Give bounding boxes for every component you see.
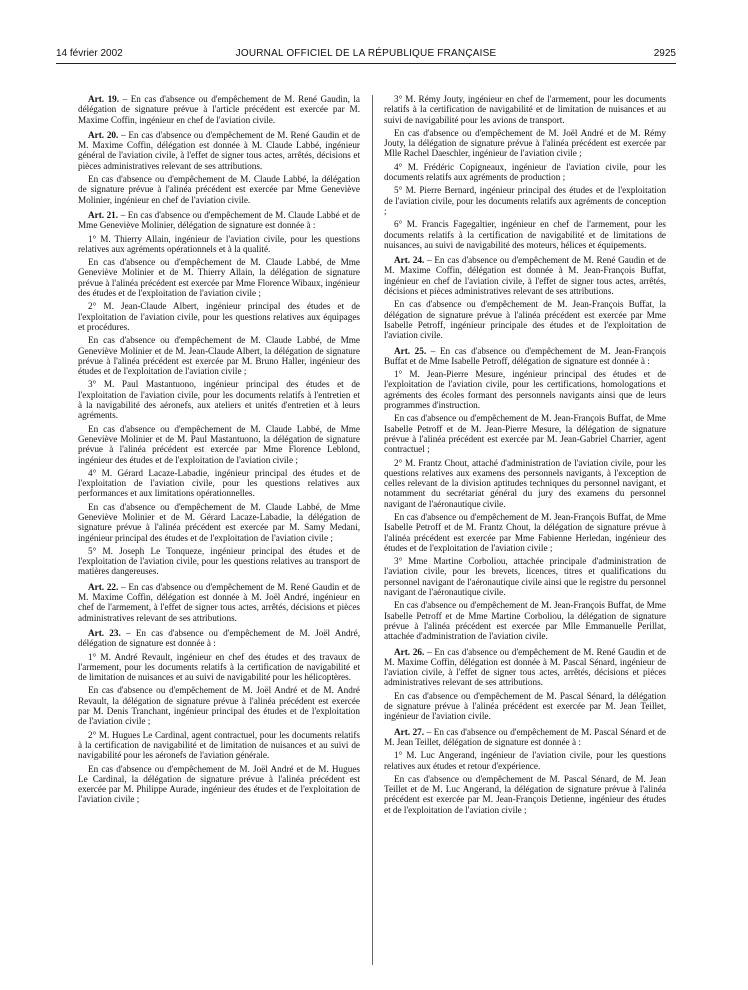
body-paragraph: En cas d'absence ou d'empêchement de M. Pascal Sénard, la délégation de signature prévue à l'alinéa précédent est exercée par M. Jean Teillet, ingénieur de l'aviation civile. bbox=[384, 690, 666, 722]
body-paragraph: 4° M. Gérard Lacaze-Labadie, ingénieur principal des études et de l'exploitation de l'aviation civile, pour les questions relatives aux performances et aux limitations opérationnelles. bbox=[78, 467, 360, 499]
article-text: – En cas d'absence ou d'empêchement de M. Jean-François Buffat et de Mme Isabelle Petroff, délégation de signature est donnée à : bbox=[384, 345, 666, 366]
body-paragraph: 3° Mme Martine Corboliou, attachée principale d'administration de l'aviation civile, pour les brevets, licences, titres et qualifications du personnel navigant de l'aéronautique civile ainsi que le registre du personnel navigant de l'aéronautique civile. bbox=[384, 556, 666, 598]
body-paragraph: 4° M. Frédéric Copigneaux, ingénieur de l'aviation civile, pour les documents relatifs aux agréments de production ; bbox=[384, 161, 666, 183]
body-paragraph: 6° M. Francis Fagegaltier, ingénieur en chef de l'armement, pour les documents relatifs à la certification de navigabilité et de limitations de nuisances, au suivi de navigabilité des moteurs, hélices et équipements. bbox=[384, 219, 666, 250]
article-label: Art. 22. bbox=[88, 581, 119, 592]
article-label: Art. 20. bbox=[88, 129, 119, 140]
article-text: – En cas d'absence ou d'empêchement de M. Claude Labbé et de Mme Geneviève Molinier, délégation de signature est donnée à : bbox=[78, 209, 360, 231]
body-paragraph: En cas d'absence ou d'empêchement de M. Joël André et de M. André Revault, la délégation de signature prévue à l'alinéa précédent est exercée par M. Denis Tranchant, ingénieur principal des études et de l'exploitation de l'aviation civile ; bbox=[78, 685, 360, 727]
article-text: – En cas d'absence ou d'empêchement de M. René Gaudin et de M. Maxime Coffin, délégation est donnée à M. Pascal Sénard, ingénieur de l'aviation civile, à l'effet de signer tous actes, arrêtés, décisions et pièces administratives relevant de ses attributions. bbox=[384, 646, 666, 688]
article-paragraph bbox=[384, 346, 666, 367]
article-text: – En cas d'absence ou d'empêchement de M. René Gaudin, la délégation de signature prévue à l'article précédent est exercée par M. Maxime Coffin, ingénieur en chef de l'aviation civile. bbox=[78, 94, 360, 125]
right-column bbox=[384, 94, 666, 974]
body-paragraph: 3° M. Paul Mastantuono, ingénieur principal des études et de l'exploitation de l'aviation civile, pour les documents relatifs à l'entretien et à la navigabilité des aéronefs, aux ateliers et unités d'entretien et à leurs agréments. bbox=[78, 379, 360, 421]
article-paragraph bbox=[78, 582, 360, 623]
article-label: Art. 23. bbox=[88, 627, 121, 638]
article-text: – En cas d'absence ou d'empêchement de M. René Gaudin et de M. Maxime Coffin, délégation est donnée à M. Jean-François Buffat, ingénieur en chef de l'aviation civile, à l'effet de signer tous actes, arrêtés, décisions et pièces administratives relevant de ses attributions. bbox=[384, 255, 666, 297]
body-paragraph: En cas d'absence ou d'empêchement de M. Claude Labbé, la délégation de signature prévue à l'alinéa précédent est exercée par Mme Geneviève Molinier, ingénieur en chef de l'aviation civile. bbox=[78, 174, 360, 205]
body-paragraph: En cas d'absence ou d'empêchement de M. Pascal Sénard, de M. Jean Teillet et de M. Luc Angerand, la délégation de signature prévue à l'alinéa précédent est exercée par M. Jean-François Detienne, ingénieur des études et de l'exploitation de l'aviation civile ; bbox=[384, 773, 666, 815]
body-paragraph: 2° M. Frantz Chout, attaché d'administration de l'aviation civile, pour les questions relatives aux examens des personnels navigants, à l'exception de celles relevant de la division aptitudes techniques du personnel navigant, et notamment du secrétariat général du jury des examens du personnel navigant de l'aéronautique civile. bbox=[384, 457, 666, 509]
body-paragraph: 1° M. André Revault, ingénieur en chef des études et des travaux de l'armement, pour les documents relatifs à la certification de navigabilité et de limitation de nuisances et au suivi de navigabilité pour les hélicoptères. bbox=[78, 651, 360, 683]
body-paragraph: 1° M. Luc Angerand, ingénieur de l'aviation civile, pour les questions relatives aux études et retour d'expérience. bbox=[384, 750, 666, 771]
article-text: – En cas d'absence ou d'empêchement de M. René Gaudin et de M. Maxime Coffin, délégation est donnée à M. Claude Labbé, ingénieur général de l'aviation civile, à l'effet de signer tous actes, arrêtés, décisions et pièces administratives relevant de ses attributions. bbox=[78, 129, 360, 171]
article-label: Art. 24. bbox=[394, 255, 425, 266]
article-label: Art. 19. bbox=[88, 94, 120, 104]
article-text: – En cas d'absence ou d'empêchement de M. Pascal Sénard et de M. Jean Teillet, délégation de signature est donnée à : bbox=[384, 726, 666, 747]
body-paragraph: 5° M. Joseph Le Tonqueze, ingénieur principal des études et de l'exploitation de l'aviation civile, pour les questions relatives au transport de matières dangereuses. bbox=[78, 545, 360, 577]
column-divider bbox=[372, 95, 373, 965]
body-paragraph: En cas d'absence ou d'empêchement de M. Claude Labbé, de Mme Geneviève Molinier et de M. Gérard Lacaze-Labadie, la délégation de signature prévue à l'alinéa précédent est exercée par M. Samy Medani, ingénieur principal des études et de l'exploitation de l'aviation civile ; bbox=[78, 501, 360, 543]
body-paragraph: 1° M. Jean-Pierre Mesure, ingénieur principal des études et de l'exploitation de l'aviation civile, pour les certifications, homologations et agréments des écoles formant des personnels navigants ainsi que de leurs programmes d'instruction. bbox=[384, 369, 666, 411]
body-paragraph: 2° M. Hugues Le Cardinal, agent contractuel, pour les documents relatifs à la certification de navigabilité et de limitation de nuisances et au suivi de navigabilité pour les aéronefs de l'aviation générale. bbox=[78, 729, 360, 761]
header-rule bbox=[56, 63, 676, 64]
article-label: Art. 27. bbox=[394, 726, 425, 737]
body-paragraph: 3° M. Rémy Jouty, ingénieur en chef de l'armement, pour les documents relatifs à la certification de navigabilité et de limitation de nuisances et au suivi de navigabilité pour les avions de transport. bbox=[384, 94, 666, 125]
body-paragraph: 5° M. Pierre Bernard, ingénieur principal des études et de l'exploitation de l'aviation civile, pour les documents relatifs aux agréments de conception ; bbox=[384, 185, 666, 216]
article-label: Art. 26. bbox=[394, 646, 425, 657]
article-paragraph bbox=[78, 130, 360, 171]
article-label: Art. 21. bbox=[88, 209, 119, 220]
body-paragraph: En cas d'absence ou d'empêchement de M. Joël André et de M. Hugues Le Cardinal, la délégation de signature prévue à l'alinéa précédent est exercée par M. Philippe Aurade, ingénieur des études et de l'exploitation de l'aviation civile ; bbox=[78, 763, 360, 805]
left-column bbox=[78, 94, 360, 974]
body-paragraph: En cas d'absence ou d'empêchement de M. Claude Labbé, de Mme Geneviève Molinier et de M. Paul Mastantuono, la délégation de signature prévue à l'alinéa précédent est exercée par Mme Florence Leblond, ingénieur des études et de l'exploitation de l'aviation civile ; bbox=[78, 423, 360, 465]
body-paragraph: 2° M. Jean-Claude Albert, ingénieur principal des études et de l'exploitation de l'aviation civile, pour les questions relatives aux équipages et procédures. bbox=[78, 301, 360, 332]
article-paragraph bbox=[78, 94, 360, 125]
header-date: 14 février 2002 bbox=[56, 48, 123, 59]
article-label: Art. 25. bbox=[394, 345, 427, 356]
article-paragraph bbox=[384, 255, 666, 296]
body-paragraph: 1° M. Thierry Allain, ingénieur de l'aviation civile, pour les questions relatives aux agréments opérationnels et à la qualité. bbox=[78, 233, 360, 254]
body-paragraph: En cas d'absence ou d'empêchement de M. Joël André et de M. Rémy Jouty, la délégation de signature prévue à l'alinéa précédent est exercée par Mlle Rachel Daeschler, ingénieur de l'aviation civile ; bbox=[384, 127, 666, 159]
article-paragraph bbox=[384, 647, 666, 688]
article-paragraph bbox=[78, 210, 360, 231]
body-paragraph: En cas d'absence ou d'empêchement de M. Jean-François Buffat, de Mme Isabelle Petroff et de M. Frantz Chout, la délégation de signature prévue à l'alinéa précédent est exercée par Mme Fabienne Herledan, ingénieur des études et de l'exploitation de l'aviation civile ; bbox=[384, 511, 666, 553]
body-paragraph: En cas d'absence ou d'empêchement de M. Claude Labbé, de Mme Geneviève Molinier et de M. Thierry Allain, la délégation de signature prévue à l'alinéa précédent est exercée par Mme Florence Wibaux, ingénieur des études et de l'exploitation de l'aviation civile ; bbox=[78, 257, 360, 299]
body-paragraph: En cas d'absence ou d'empêchement de M. Jean-François Buffat, de Mme Isabelle Petroff et de M. Jean-Pierre Mesure, la délégation de signature prévue à l'alinéa précédent est exercée par M. Jean-Gabriel Charrier, agent contractuel ; bbox=[384, 413, 666, 455]
article-paragraph bbox=[384, 727, 666, 748]
article-text: – En cas d'absence ou d'empêchement de M. René Gaudin et de M. Maxime Coffin, délégation est donnée à M. Joël André, ingénieur en chef de l'armement, à l'effet de signer tous actes, arrêtés, décisions et pièces administratives relevant de ses attributions. bbox=[78, 581, 360, 623]
article-text: – En cas d'absence ou d'empêchement de M. Joël André, délégation de signature est donnée à : bbox=[78, 627, 360, 649]
body-paragraph: En cas d'absence ou d'empêchement de M. Jean-François Buffat, de Mme Isabelle Petroff et de Mme Martine Corboliou, la délégation de signature prévue à l'alinéa précédent est exercée par Mlle Emmanuelle Perillat, attachée d'administration de l'aviation civile. bbox=[384, 600, 666, 642]
page-number: 2925 bbox=[653, 48, 676, 59]
page-header bbox=[56, 48, 676, 62]
article-paragraph bbox=[78, 628, 360, 649]
body-paragraph: En cas d'absence ou d'empêchement de M. Jean-François Buffat, la délégation de signature prévue à l'alinéa précédent est exercée par Mme Isabelle Petroff, ingénieur principale des études et de l'exploitation de l'aviation civile. bbox=[384, 299, 666, 341]
journal-title: JOURNAL OFFICIEL DE LA RÉPUBLIQUE FRANÇAISE bbox=[235, 48, 497, 59]
body-paragraph: En cas d'absence ou d'empêchement de M. Claude Labbé, de Mme Geneviève Molinier et de M. Jean-Claude Albert, la délégation de signature prévue à l'alinéa précédent est exercée par M. Bruno Haller, ingénieur des études et de l'exploitation de l'aviation civile ; bbox=[78, 335, 360, 377]
